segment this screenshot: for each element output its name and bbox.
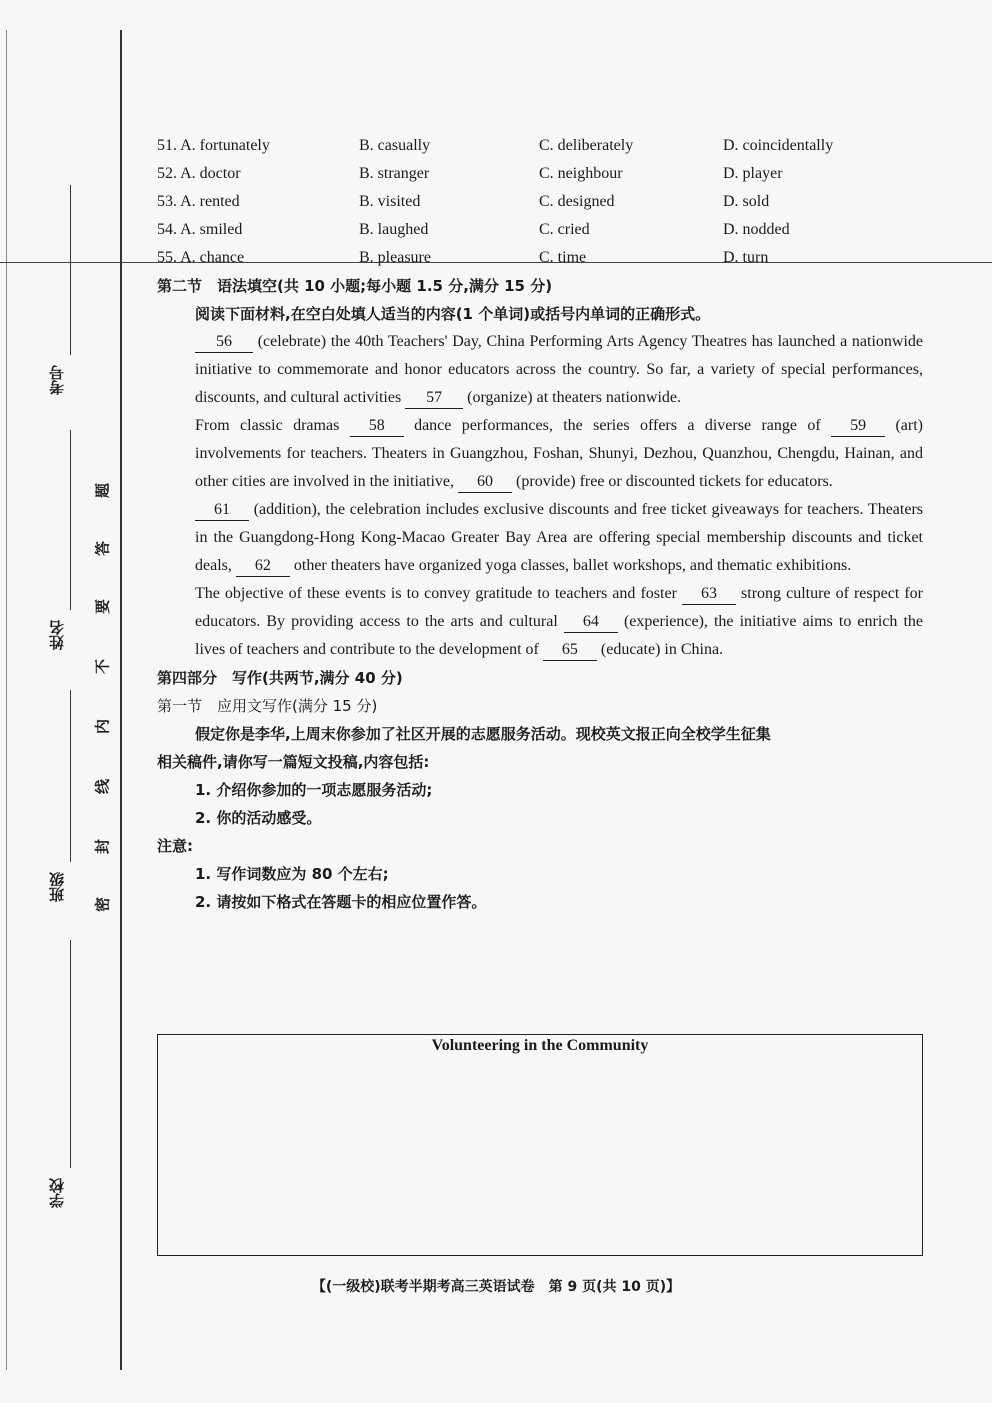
writing-point-1: 1. 介绍你参加的一项志愿服务活动; [195, 781, 433, 799]
blank-62[interactable]: 62 [236, 556, 290, 577]
blank-59[interactable]: 59 [831, 416, 885, 437]
essay-answer-box[interactable] [157, 1034, 923, 1256]
passage-text: (celebrate) the 40th Teachers' Day, China Performing Arts Agency Theatres has launched a nationwide initiative to commemorate and honor educators across the country. So far, a variety of special performances, discounts, and cultural activities [195, 333, 923, 406]
option-c[interactable]: C. cried [539, 221, 590, 238]
note-1: 1. 写作词数应为 80 个左右; [195, 865, 389, 883]
passage-text: (experience), the initiative aims to enrich the lives of teachers and contribute to the development of [195, 613, 924, 658]
binding-line [120, 30, 122, 1370]
option-d[interactable]: D. coincidentally [723, 137, 834, 154]
option-a[interactable]: 55. A. chance [157, 249, 245, 266]
option-a[interactable]: 51. A. fortunately [157, 137, 270, 154]
school-label: 学校 [48, 1178, 66, 1208]
passage-text: From classic dramas [195, 417, 350, 434]
class-field[interactable] [46, 862, 70, 922]
blank-60[interactable]: 60 [458, 472, 512, 493]
passage-paragraph-4 [157, 580, 923, 664]
question-53 [157, 188, 923, 216]
exam-number-label: 考号 [48, 365, 66, 395]
option-b[interactable]: B. visited [359, 193, 421, 210]
main-content [157, 132, 923, 916]
name-line [70, 430, 71, 610]
passage-text: The objective of these events is to convey gratitude to teachers and foster [195, 585, 682, 602]
seal-char: 线 [93, 779, 112, 795]
class-label: 班级 [48, 872, 66, 902]
option-c[interactable]: C. neighbour [539, 165, 623, 182]
passage-text: other theaters have organized yoga classes, ballet workshops, and thematic exhibitions. [289, 557, 852, 574]
option-a[interactable]: 53. A. rented [157, 193, 240, 210]
passage-text: (addition), the celebration includes exclusive discounts and free ticket giveaways for teachers. Theaters in the Guangdong-Hong Kong-Macao Greater Bay Area are offering special membership discounts and ticket deals, [195, 501, 923, 574]
writing-task-line-1: 假定你是李华,上周末你参加了社区开展的志愿服务活动。现校英文报正向全校学生征集 [195, 725, 771, 743]
blank-57[interactable]: 57 [405, 388, 463, 409]
blank-56[interactable]: 56 [195, 332, 253, 353]
part-4-section-1-heading: 第一节 应用文写作(满分 15 分) [157, 697, 378, 715]
option-d[interactable]: D. turn [723, 249, 769, 266]
writing-point-2: 2. 你的活动感受。 [195, 809, 322, 827]
essay-title: Volunteering in the Community [431, 1037, 649, 1054]
passage-text: (art) involvements for teachers. Theaters in Guangzhou, Foshan, Shunyi, Dezhou, Quanzhou, Chengdu, Hainan, and other cities are involved in the initiative, [195, 417, 924, 490]
option-b[interactable]: B. pleasure [359, 249, 431, 266]
seal-char: 要 [93, 599, 112, 615]
class-line [70, 690, 71, 862]
option-c[interactable]: C. designed [539, 193, 615, 210]
seal-char: 不 [93, 659, 112, 675]
part-4-heading: 第四部分 写作(共两节,满分 40 分) [157, 669, 403, 687]
blank-58[interactable]: 58 [350, 416, 404, 437]
question-52 [157, 160, 923, 188]
passage-text: (provide) free or discounted tickets for educators. [512, 473, 833, 490]
seal-char: 答 [93, 541, 112, 557]
section-2-instruction: 阅读下面材料,在空白处填人适当的内容(1 个单词)或括号内单词的正确形式。 [195, 305, 711, 323]
blank-65[interactable]: 65 [543, 640, 597, 661]
note-heading: 注意: [157, 837, 193, 855]
writing-task-line-2: 相关稿件,请你写一篇短文投稿,内容包括: [157, 753, 430, 771]
blank-63[interactable]: 63 [682, 584, 736, 605]
seal-char: 内 [93, 719, 112, 735]
passage-text: dance performances, the series offers a diverse range of [403, 417, 832, 434]
option-c[interactable]: C. deliberately [539, 137, 634, 154]
blank-61[interactable]: 61 [195, 500, 249, 521]
exam-number-field[interactable] [46, 355, 70, 415]
passage-paragraph-1 [157, 328, 923, 412]
passage-text: (educate) in China. [596, 641, 724, 658]
option-a[interactable]: 52. A. doctor [157, 165, 241, 182]
exam-number-line [70, 185, 71, 355]
seal-char: 题 [93, 483, 112, 499]
passage-paragraph-2 [157, 412, 923, 496]
school-line [70, 940, 71, 1168]
option-b[interactable]: B. stranger [359, 165, 430, 182]
passage-text: strong culture of respect for educators. By providing access to the arts and cultural [195, 585, 923, 630]
passage-text: (organize) at theaters nationwide. [463, 389, 682, 406]
page-footer: 【(一级校)联考半期考高三英语试卷 第 9 页(共 10 页)】 [311, 1279, 681, 1295]
option-b[interactable]: B. casually [359, 137, 431, 154]
name-label: 姓名 [48, 620, 66, 650]
blank-64[interactable]: 64 [564, 612, 618, 633]
seal-char: 封 [93, 839, 112, 855]
option-a[interactable]: 54. A. smiled [157, 221, 243, 238]
option-d[interactable]: D. nodded [723, 221, 790, 238]
question-54 [157, 216, 923, 244]
page-edge-line [6, 30, 7, 1370]
school-field[interactable] [46, 1168, 70, 1228]
option-d[interactable]: D. player [723, 165, 783, 182]
option-c[interactable]: C. time [539, 249, 587, 266]
option-d[interactable]: D. sold [723, 193, 770, 210]
question-55 [157, 244, 923, 272]
question-51 [157, 132, 923, 160]
note-2: 2. 请按如下格式在答题卡的相应位置作答。 [195, 893, 487, 911]
name-field[interactable] [46, 610, 70, 670]
seal-char: 密 [93, 897, 112, 913]
section-2-heading: 第二节 语法填空(共 10 小题;每小题 1.5 分,满分 15 分) [157, 277, 553, 295]
passage-paragraph-3 [157, 496, 923, 580]
option-b[interactable]: B. laughed [359, 221, 429, 238]
